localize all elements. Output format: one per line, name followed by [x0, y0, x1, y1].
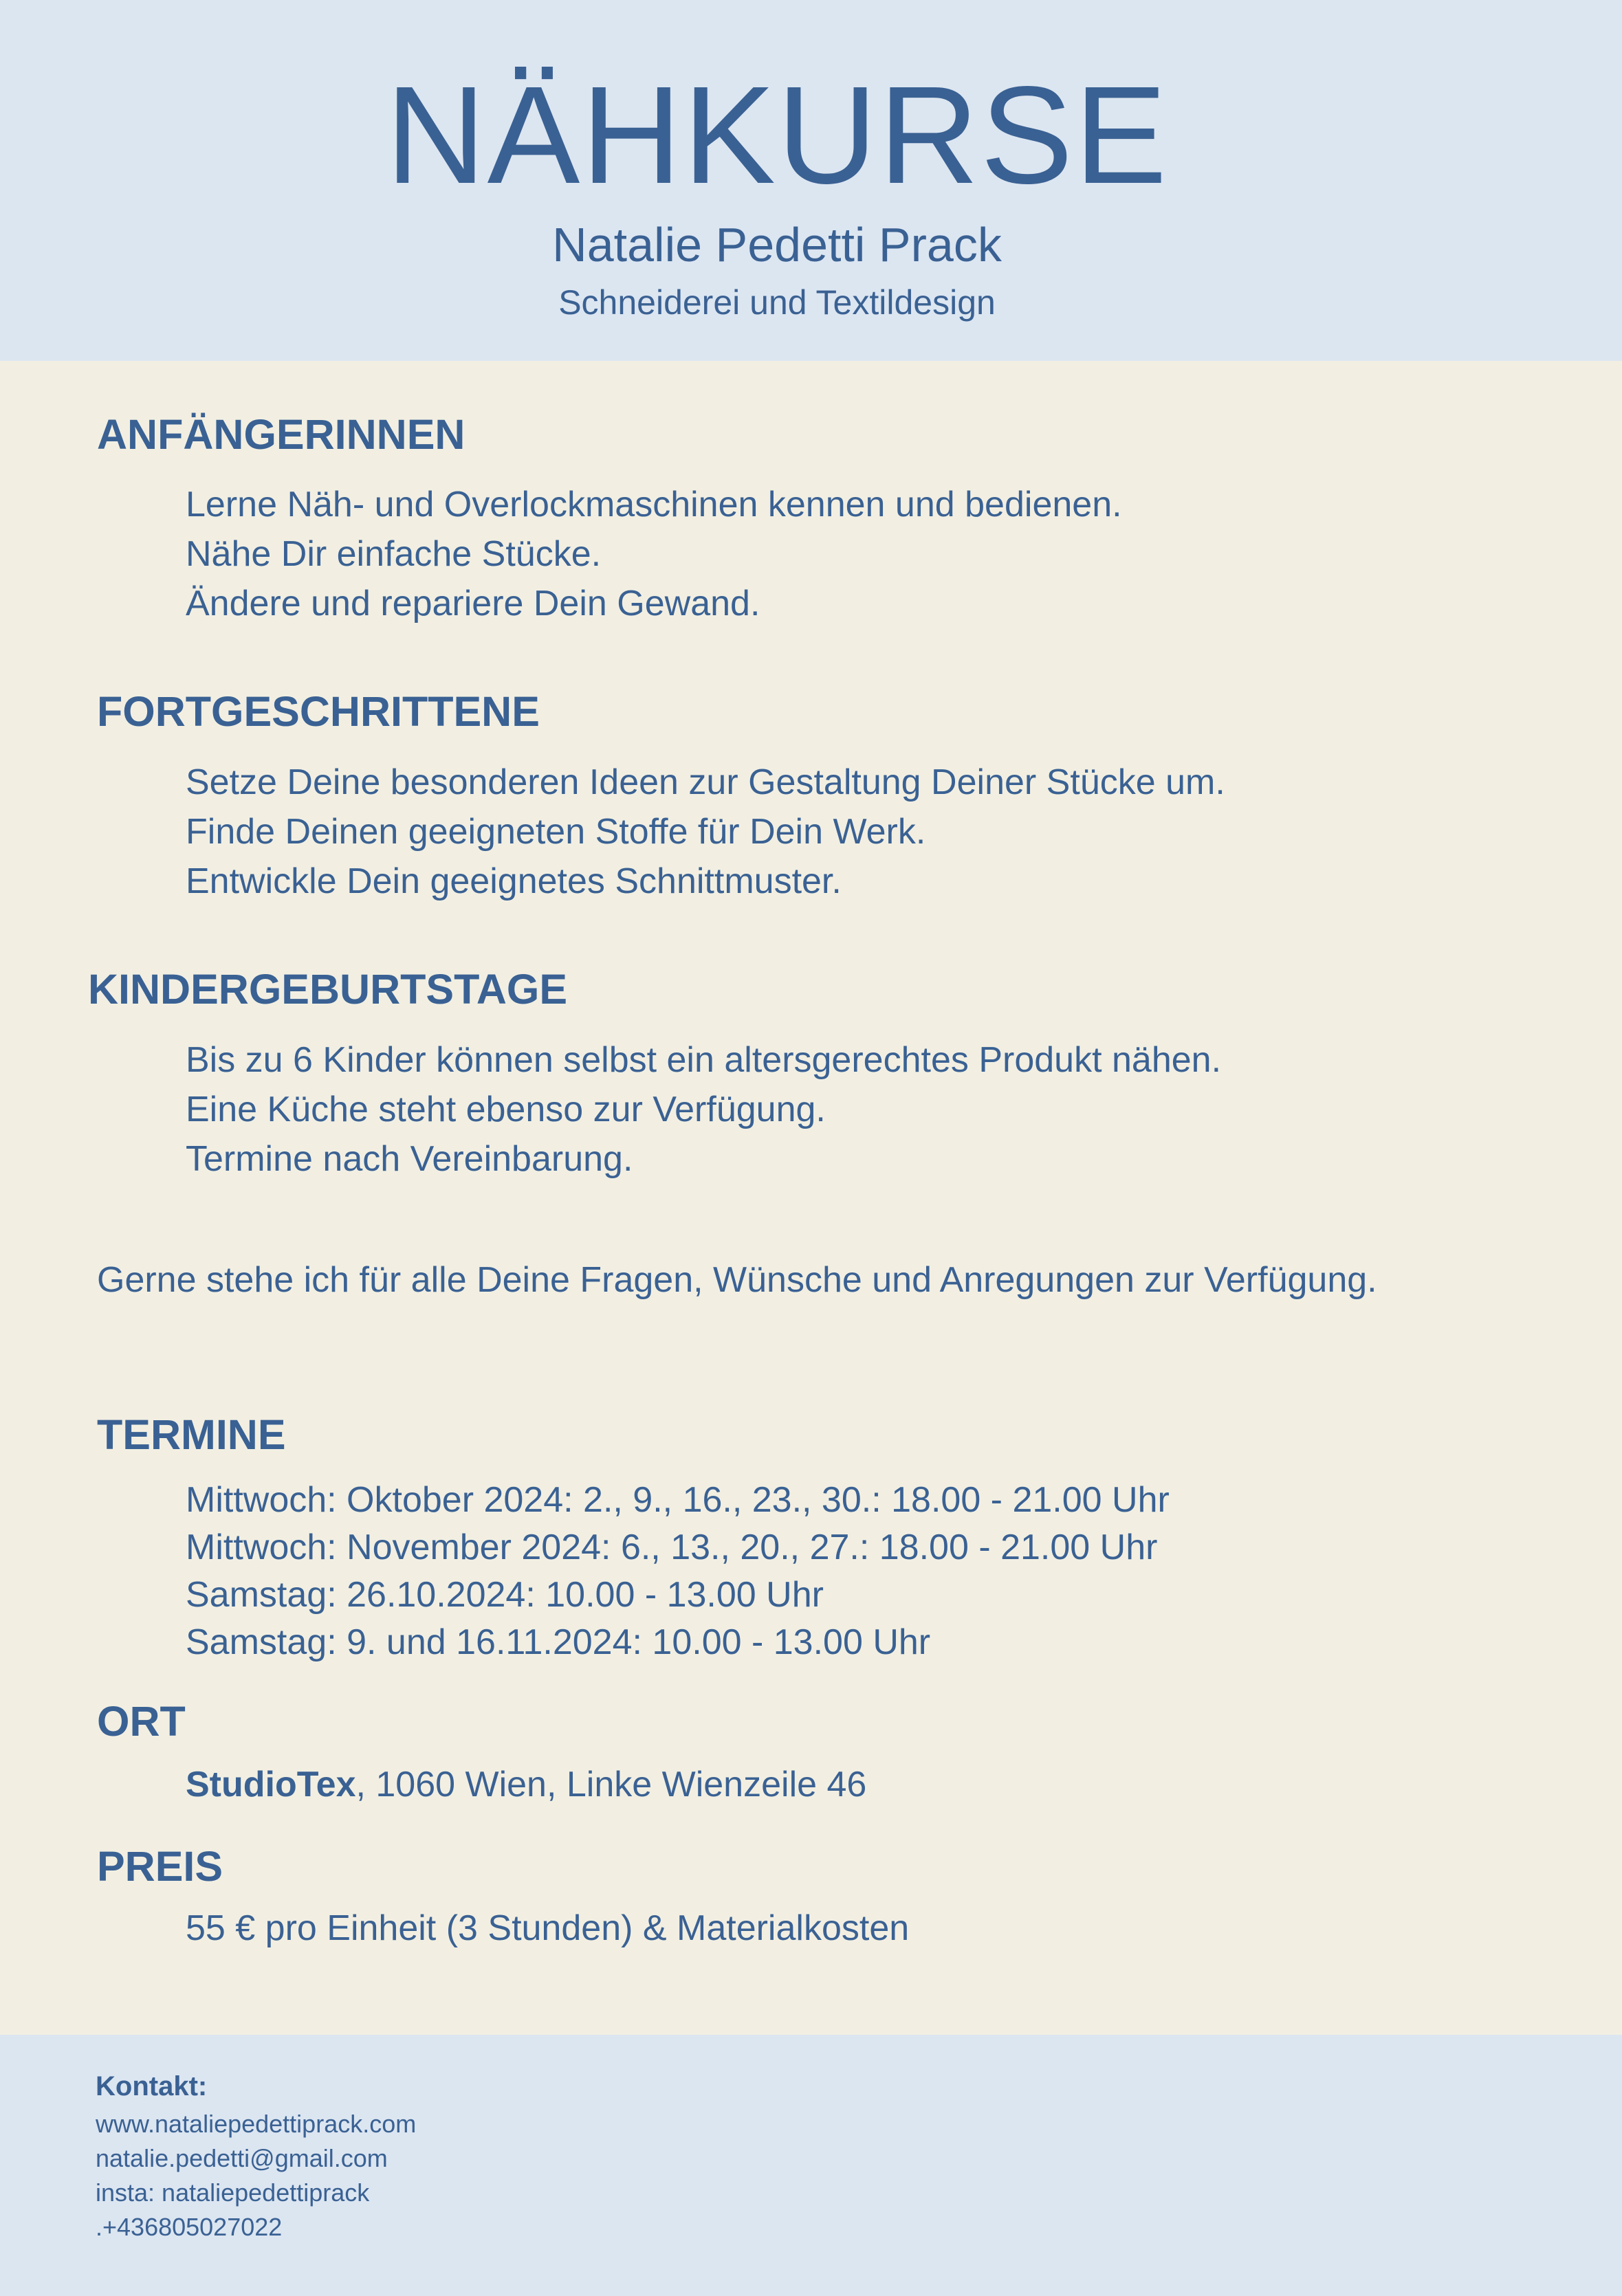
heading-location: ORT	[97, 1698, 186, 1745]
author-name: Natalie Pedetti Prack	[552, 218, 1002, 272]
list-item: Lerne Näh- und Overlockmaschinen kennen und bedienen.	[186, 485, 1122, 525]
contact-instagram: insta: nataliepedettiprack	[96, 2178, 370, 2207]
advanced-list	[186, 758, 1225, 906]
header-band	[0, 0, 1622, 361]
list-item: Eine Küche steht ebenso zur Verfügung.	[186, 1090, 826, 1129]
page-title: NÄHKURSE	[385, 57, 1169, 212]
contact-phone: .+436805027022	[96, 2213, 283, 2241]
list-item: Bis zu 6 Kinder können selbst ein altersgerechtes Produkt nähen.	[186, 1040, 1222, 1080]
heading-schedule: TERMINE	[97, 1411, 286, 1458]
list-item: Termine nach Vereinbarung.	[186, 1139, 633, 1179]
invitation-note: Gerne stehe ich für alle Deine Fragen, Wünsche und Anregungen zur Verfügung.	[97, 1260, 1377, 1300]
heading-advanced: FORTGESCHRITTENE	[97, 688, 540, 735]
schedule-item: Samstag: 26.10.2024: 10.00 - 13.00 Uhr	[186, 1575, 824, 1615]
beginners-list	[186, 480, 1122, 628]
list-item: Ändere und repariere Dein Gewand.	[186, 584, 760, 623]
list-item: Setze Deine besonderen Ideen zur Gestaltung Deiner Stücke um.	[186, 762, 1225, 802]
price-text: 55 € pro Einheit (3 Stunden) & Materialkosten	[186, 1908, 910, 1948]
schedule-item: Mittwoch: Oktober 2024: 2., 9., 16., 23., 30.: 18.00 - 21.00 Uhr	[186, 1480, 1170, 1520]
list-item: Finde Deinen geeigneten Stoffe für Dein Werk.	[186, 812, 926, 852]
contact-email[interactable]: natalie.pedetti@gmail.com	[96, 2144, 388, 2172]
author-tagline: Schneiderei und Textildesign	[558, 283, 996, 322]
heading-price: PREIS	[97, 1843, 223, 1890]
location-line	[186, 1760, 866, 1809]
heading-beginners: ANFÄNGERINNEN	[97, 411, 465, 458]
contact-website[interactable]: www.nataliepedettiprack.com	[96, 2110, 417, 2138]
schedule-item: Mittwoch: November 2024: 6., 13., 20., 27.: 18.00 - 21.00 Uhr	[186, 1527, 1158, 1567]
kids-list	[186, 1035, 1221, 1184]
schedule-item: Samstag: 9. und 16.11.2024: 10.00 - 13.00 Uhr	[186, 1622, 931, 1662]
schedule-list	[186, 1477, 1170, 1666]
contact-heading: Kontakt:	[96, 2071, 208, 2101]
venue-address: , 1060 Wien, Linke Wienzeile 46	[355, 1765, 867, 1804]
contact-list	[96, 2107, 416, 2244]
list-item: Nähe Dir einfache Stücke.	[186, 534, 602, 574]
venue-name: StudioTex	[186, 1765, 356, 1804]
heading-kids: KINDERGEBURTSTAGE	[88, 966, 568, 1013]
list-item: Entwickle Dein geeignetes Schnittmuster.	[186, 861, 842, 901]
